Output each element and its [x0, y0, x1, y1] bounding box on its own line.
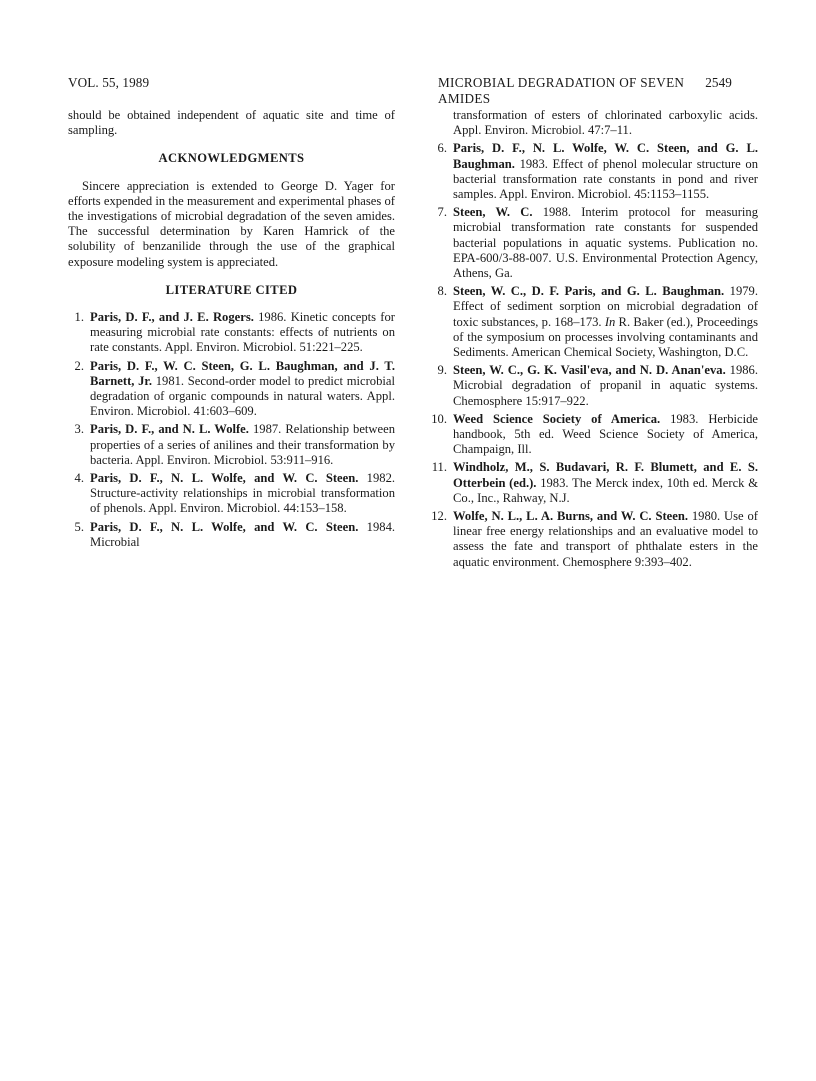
reference-11	[431, 460, 758, 506]
reference-number: 8.	[437, 284, 447, 299]
reference-12	[431, 509, 758, 570]
reference-authors: Paris, D. F., and J. E. Rogers.	[90, 310, 254, 325]
reference-authors: Steen, W. C.	[453, 205, 533, 220]
reference-number: 12.	[431, 509, 447, 524]
reference-authors: Windholz, M., S. Budavari, R. F. Blumett, and E. S. Otterbein (ed.).	[453, 460, 758, 490]
reference-text: 1983. The Merck index, 10th ed. Merck & Co., Inc., Rahway, N.J.	[453, 475, 758, 505]
reference-number: 10.	[431, 411, 447, 426]
volume-label: VOL. 55, 1989	[68, 75, 150, 90]
reference-authors: Wolfe, N. L., L. A. Burns, and W. C. Steen.	[453, 509, 688, 524]
reference-text: 1981. Second-order model to predict microbial degradation of organic compounds in natural waters. Appl. Environ. Microbiol. 41:603–609.	[90, 373, 395, 419]
reference-number: 4.	[74, 471, 84, 486]
reference-number: 9.	[437, 363, 447, 378]
continuation-paragraph: should be obtained independent of aquatic site and time of sampling.	[68, 108, 395, 138]
reference-8	[431, 284, 758, 360]
reference-1	[68, 310, 395, 356]
reference-text: 1983. Effect of phenol molecular structure on bacterial transformation rate constants in pond and river samples. Appl. Environ. Microbiol. 45:1153–1155.	[453, 156, 758, 202]
reference-number: 6.	[437, 141, 447, 156]
reference-number: 3.	[74, 422, 84, 437]
reference-authors: Steen, W. C., D. F. Paris, and G. L. Baughman.	[453, 284, 725, 299]
acknowledgments-text: Sincere appreciation is extended to George D. Yager for efforts expended in the measurement and experimental phases of the investigations of microbial degradation of the seven amides. The successful determination by Karen Hamrick of the solubility of benzanilide through the use of the graphical exposure modeling system is appreciated.	[68, 178, 395, 269]
reference-authors: Paris, D. F., N. L. Wolfe, W. C. Steen, and G. L. Baughman.	[453, 141, 758, 171]
reference-authors: Weed Science Society of America.	[453, 411, 661, 426]
running-header	[68, 75, 732, 106]
reference-authors: Steen, W. C., G. K. Vasil'eva, and N. D. Anan'eva.	[453, 363, 726, 378]
reference-text: 1986. Microbial degradation of propanil in aquatic systems. Chemosphere 15:917–922.	[453, 363, 758, 408]
reference-10	[431, 412, 758, 458]
reference-text: 1984. Microbial	[90, 519, 396, 549]
reference-number: 11.	[431, 460, 447, 475]
right-column	[431, 108, 758, 573]
left-column	[68, 108, 395, 553]
reference-4	[68, 471, 395, 517]
reference-number: 1.	[74, 310, 84, 325]
reference-text: 1988. Interim protocol for measuring microbial transformation rate constants for suspended bacterial populations in aquatic systems. Publication no. EPA-600/3-88-007. U.S. Environmental Protection Agency, Athens, Ga.	[453, 205, 758, 281]
reference-text: 1979. Effect of sediment sorption on microbial degradation of toxic substances, p. 168–173.	[453, 284, 758, 329]
reference-number: 5.	[74, 519, 84, 534]
reference-6	[431, 141, 758, 202]
reference-3	[68, 422, 395, 468]
literature-cited-heading: LITERATURE CITED	[165, 282, 298, 297]
reference-authors: Paris, D. F., N. L. Wolfe, and W. C. Steen.	[90, 471, 359, 486]
reference-7	[431, 205, 758, 281]
reference-authors: Paris, D. F., W. C. Steen, G. L. Baughman, and J. T. Barnett, Jr.	[90, 358, 395, 388]
reference-number: 2.	[74, 358, 84, 373]
reference-2	[68, 359, 395, 420]
reference-text: 1983. Herbicide handbook, 5th ed. Weed Science Society of America, Champaign, Ill.	[453, 411, 758, 457]
reference-authors: Paris, D. F., N. L. Wolfe, and W. C. Steen.	[90, 519, 359, 534]
reference-text: 1986. Kinetic concepts for measuring microbial rate constants: effects of nutrients on rate constants. Appl. Environ. Microbiol. 51:221–225.	[90, 310, 395, 355]
page-number: 2549	[705, 75, 732, 90]
reference-in-italic: In	[604, 314, 616, 329]
acknowledgments-heading: ACKNOWLEDGMENTS	[158, 151, 305, 166]
reference-5	[68, 520, 395, 550]
reference-text: 1982. Structure-activity relationships in microbial transformation of phenols. Appl. Environ. Microbiol. 44:153–158.	[90, 471, 396, 516]
reference-authors: Paris, D. F., and N. L. Wolfe.	[90, 422, 249, 437]
reference-number: 7.	[437, 205, 447, 220]
reference-5-continued: transformation of esters of chlorinated carboxylic acids. Appl. Environ. Microbiol. 47:7–11.	[453, 108, 758, 138]
reference-9	[431, 363, 758, 409]
reference-text: 1980. Use of linear free energy relationships and an evaluative model to assess the fate and transport of phthalate esters in the aquatic environment. Chemosphere 9:393–402.	[453, 509, 759, 569]
running-title: MICROBIAL DEGRADATION OF SEVEN AMIDES	[438, 75, 685, 106]
reference-text: 1987. Relationship between properties of a series of anilines and their transformation by bacteria. Appl. Environ. Microbiol. 53:911–916.	[90, 422, 396, 467]
reference-text-continued: R. Baker (ed.), Proceedings of the symposium on processes involving contaminants and Sediments. American Chemical Society, Washington, D.C.	[453, 314, 758, 360]
